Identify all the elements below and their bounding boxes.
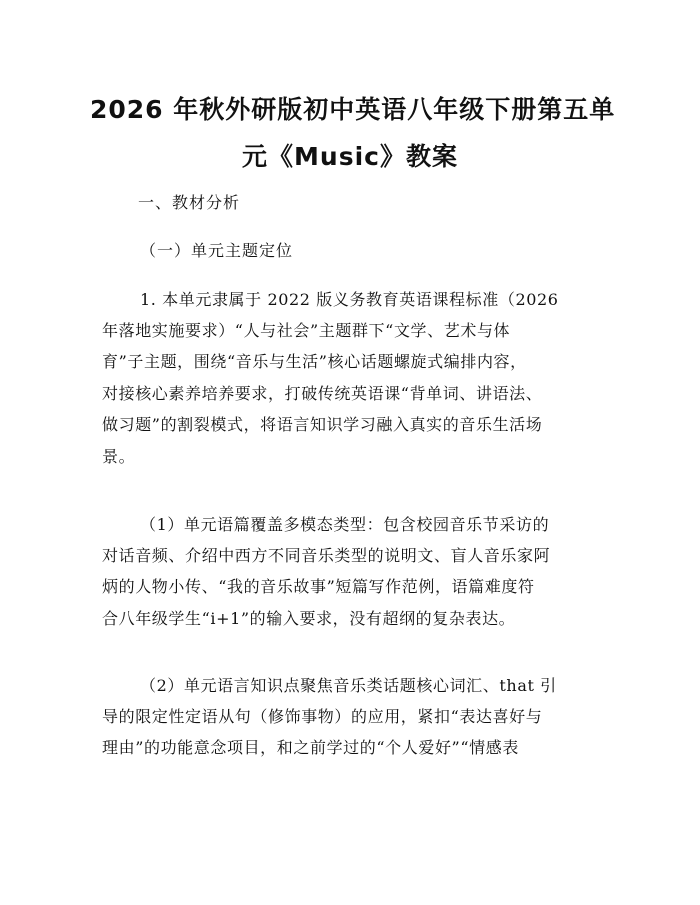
paragraph-line: 对接核心素养培养要求，打破传统英语课“背单词、讲语法、	[102, 384, 543, 403]
paragraph-line: 导的限定性定语从句（修饰事物）的应用，紧扣“表达喜好与	[102, 707, 543, 726]
document-title-line-1: 2026 年秋外研版初中英语八年级下册第五单	[90, 95, 616, 124]
paragraph-line: 育”子主题，围绕“音乐与生活”核心话题螺旋式编排内容，	[102, 352, 527, 371]
paragraph-line: 对话音频、介绍中西方不同音乐类型的说明文、盲人音乐家阿	[102, 546, 551, 565]
paragraph-line: 炳的人物小传、“我的音乐故事”短篇写作范例，语篇难度符	[102, 577, 535, 596]
paragraph-line: 做习题”的割裂模式，将语言知识学习融入真实的音乐生活场	[102, 415, 543, 434]
section-heading: 一、教材分析	[138, 193, 241, 212]
subsection-heading: （一）单元主题定位	[140, 241, 294, 260]
paragraph-line: （1）单元语篇覆盖多模态类型：包含校园音乐节采访的	[140, 515, 550, 534]
paragraph-line: （2）单元语言知识点聚焦音乐类话题核心词汇、that 引	[140, 676, 557, 695]
document-title-line-2: 元《Music》教案	[242, 142, 458, 171]
paragraph-line: 景。	[102, 447, 136, 466]
paragraph-line: 合八年级学生“i+1”的输入要求，没有超纲的复杂表达。	[102, 609, 516, 628]
paragraph-line: 理由”的功能意念项目，和之前学过的“个人爱好”“情感表	[102, 738, 519, 757]
paragraph-line: 1. 本单元隶属于 2022 版义务教育英语课程标准（2026	[140, 290, 559, 309]
paragraph-line: 年落地实施要求）“人与社会”主题群下“文学、艺术与体	[102, 321, 511, 340]
